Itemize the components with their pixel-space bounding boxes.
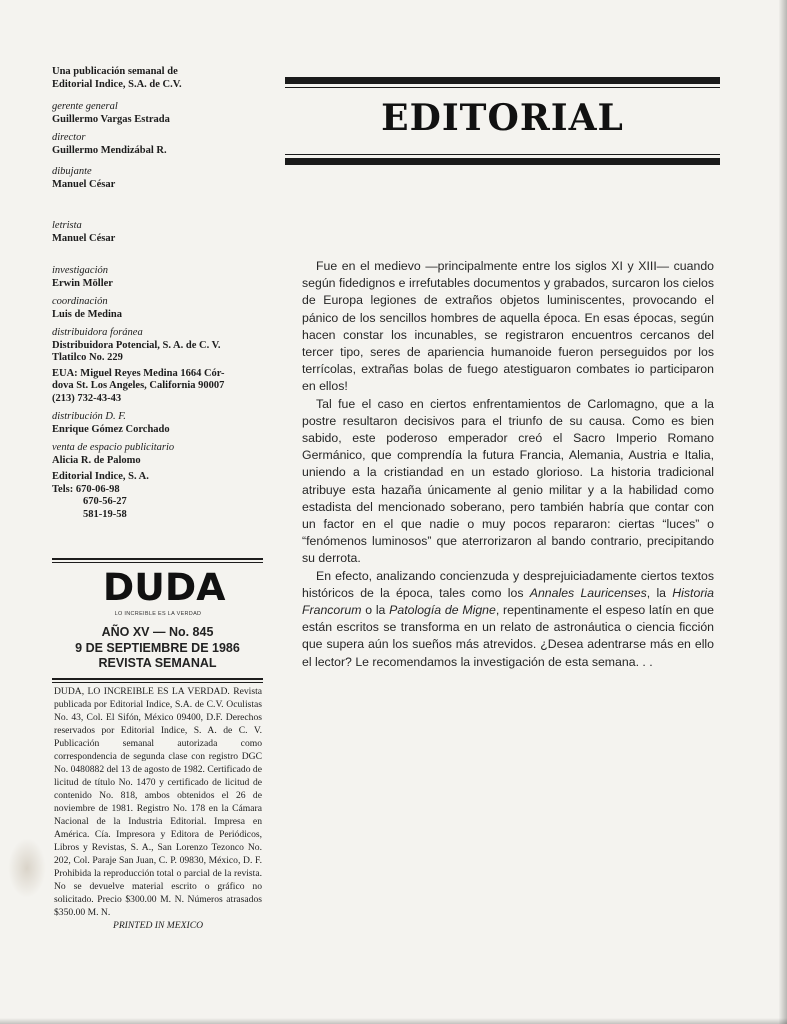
book-title: Annales Lauricenses <box>529 585 647 600</box>
publisher-info <box>52 66 264 91</box>
title-rule-bottom <box>285 154 720 155</box>
scan-bottom-shadow <box>0 1018 787 1024</box>
company-contact <box>52 471 264 521</box>
credit-role: gerente general <box>52 101 118 112</box>
paragraph-text: o la <box>361 603 390 618</box>
title-bar-top <box>285 77 720 84</box>
duda-logo <box>102 566 226 617</box>
credits-column <box>52 66 264 527</box>
issue-date: 9 DE SEPTIEMBRE DE 1986 <box>75 640 240 655</box>
credit-role: letrista <box>52 220 82 231</box>
divider-rule <box>52 682 263 683</box>
printed-in-label: PRINTED IN MEXICO <box>112 920 204 931</box>
eua-phone: (213) 732-43-43 <box>52 392 122 404</box>
title-rule-top <box>285 87 720 88</box>
distributor-name: Distribuidora Potencial, S. A. de C. V. <box>52 339 221 351</box>
eua-address: EUA: Miguel Reyes Medina 1664 Cór- <box>52 367 225 379</box>
credit-name: Guillermo Vargas Estrada <box>52 113 170 125</box>
paragraph-text: , repentinamente el espeso latín en que están escritos se transforma en un relato de astronáutica o ciencia ficción que supera aún los sueños más atrevidos. ¿Desea adentrarse más en ello el lector? Le recomendamos la investigación de esta semana. . . <box>302 603 714 669</box>
editorial-title: EDITORIAL <box>381 97 624 139</box>
title-bar-bottom <box>285 158 720 165</box>
credit-name: Manuel César <box>52 232 116 244</box>
credit-role: dibujante <box>52 166 92 177</box>
publisher-line: Editorial Indice, S.A. de C.V. <box>52 78 182 90</box>
divider-rule <box>52 562 263 563</box>
credit-name: Guillermo Mendizábal R. <box>52 144 167 156</box>
legal-notice <box>54 685 262 932</box>
credit-entry <box>52 166 264 191</box>
editorial-paragraph <box>302 568 714 671</box>
legal-text: DUDA, LO INCREIBLE ES LA VERDAD. Revista publicada por Editorial Indice, S.A. de C.V. Oculistas No. 43, Col. El Sifón, México 09400, D.F. Derechos reservados por Editorial Indice, S. A. de C. V. Publicación semanal autorizada como correspondencia de segunda clase con registro DGC No. 0480882 del 13 de agosto de 1982. Certificado de licitud de título No. 1470 y certificado de licitud de contenido No. 818, ambos obtenidos el 26 de noviembre de 1981. Registro No. 178 en la Cámara Nacional de la Industria Editorial. Impresa en América. Cía. Impresora y Editora de Periódicos, Libros y Revistas, S. A., San Lorenzo Tezonco No. 202, Col. Paraje San Juan, C. P. 09830, México, D. F. Prohibida la reproducción total o parcial de la revista. No se devuelve material escrito o gráfico no solicitado. Precio $300.00 M. N. Números atrasados $350.00 M. N. <box>54 686 262 918</box>
editorial-paragraph: Fue en el medievo —principalmente entre los siglos XI y XIII— cuando según fidedignos e irrefutables documentos y grabados, surcaron los cielos de Europa legiones de extraños objetos luminiscentes, provocando el pánico de los sencillos hombres de aquella época. En esas épocas, según hacen constar los incunables, se registraron encuentros cercanos del tercer tipo, seres de apariencia humanoide fueron perseguidos por los terrícolas, extrañas bolas de fuego atestiguaron combates io participaron en ellos! <box>302 259 714 394</box>
credit-name: Alicia R. de Palomo <box>52 454 141 466</box>
paper-stain <box>8 838 46 898</box>
issue-number: AÑO XV — No. 845 <box>101 625 214 639</box>
distributor-address: Tlatilco No. 229 <box>52 352 123 363</box>
credit-name: Luis de Medina <box>52 308 123 320</box>
credit-entry <box>52 101 264 126</box>
book-title: Patología de Migne <box>389 603 496 618</box>
credit-entry-foreign <box>52 327 264 405</box>
editorial-body <box>302 258 714 671</box>
credit-role: distribuidora foránea <box>52 327 143 338</box>
credit-role: distribución D. F. <box>52 411 126 422</box>
divider-rule <box>52 678 263 680</box>
credit-entry <box>52 442 264 467</box>
credit-entry <box>52 220 264 245</box>
credit-entry <box>52 411 264 436</box>
credit-entry <box>52 265 264 290</box>
credit-name: Erwin Möller <box>52 277 113 289</box>
credit-entry <box>52 132 264 157</box>
credit-entry <box>52 296 264 321</box>
credit-role: investigación <box>52 265 108 276</box>
scan-edge-shadow <box>779 0 787 1024</box>
logo-wordmark: DUDA <box>102 566 226 609</box>
credit-role: coordinación <box>52 296 108 307</box>
logo-tagline: LO INCREIBLE ES LA VERDAD <box>114 611 202 617</box>
issue-info <box>52 625 263 672</box>
editorial-paragraph: Tal fue el caso en ciertos enfrentamientos de Carlomagno, que a la postre resultaron decisivos para el triunfo de su causa. Como es bien sabido, este poderoso emperador creó el Sacro Imperio Romano Germánico, que comprendía la futura Francia, Alemania, Austria e Italia, uniendo a la cristiandad en un estado glorioso. La historia tradicional atribuye esta hazaña únicamente al genio militar y a la habilidad como estadista del mencionado soberano, pero también habría que contar con un factor en el que nadie o muy pocos repararon: ciertas “luces” o “fenómenos luminosos” que aterrorizaron al bando contrario, precipitando su derrota. <box>302 396 714 566</box>
eua-address: dova St. Los Angeles, California 90007 <box>52 380 225 391</box>
phone-number: Tels: 670-06-98 <box>52 483 120 495</box>
phone-number: 581-19-58 <box>83 508 127 520</box>
credit-name: Enrique Gómez Corchado <box>52 423 170 435</box>
phone-number: 670-56-27 <box>83 496 127 507</box>
credit-role: director <box>52 132 86 143</box>
divider-rule <box>52 558 263 560</box>
publisher-line: Una publicación semanal de <box>52 66 178 77</box>
paragraph-text: , la <box>646 585 673 600</box>
paragraph-text: En efecto, analizando concienzuda y desprejuiciadamente ciertos textos históricos de la época, tales como los <box>302 568 714 600</box>
issue-type: REVISTA SEMANAL <box>98 656 217 670</box>
credit-role: venta de espacio publicitario <box>52 442 175 453</box>
credit-name: Manuel César <box>52 178 116 190</box>
company-name: Editorial Indice, S. A. <box>52 471 149 482</box>
book-title: Historia Francorum <box>302 585 714 618</box>
